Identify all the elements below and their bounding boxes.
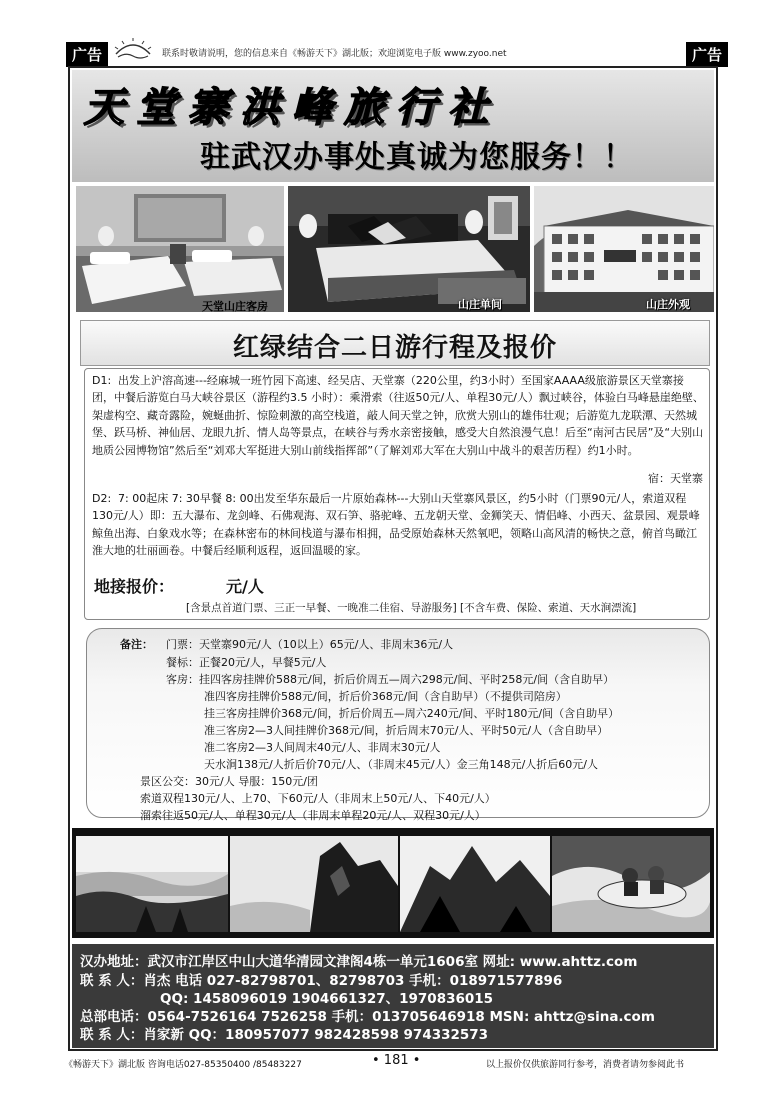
scenery-photo-clouds [76, 836, 228, 932]
photo-caption-exterior: 山庄外观 [646, 298, 690, 311]
contact-hq-phone: 总部电话：0564-7526164 7526258 手机：013705646918 MSN: ahttz@sina.com [80, 1009, 655, 1025]
photo-single-room [288, 186, 530, 312]
day1-stay: 宿：天堂寨 [648, 472, 703, 485]
day2-text: 7: 00起床 7: 30早餐 8: 00出发至华东最后一片原始森林---大别山天堂寨风景区，约5小时（门票90元/人，索道双程130元/人）即：五大瀑布、龙剑峰、石佛观海、双石笋、骆驼峰、五龙朝天堂、金狮笑天、情侣峰、小西天、盆景园、观景峰鲸鱼出海、白象戏水等；在森林密布的林间栈道与瀑布相拥，品受原始森林天然氧吧，领略山高风清的畅快之意，俯首鸟瞰江淮大地的壮丽画卷。中餐后经顺利返程，返回温暖的家。 [92, 492, 700, 558]
local-price-label: 地接报价： [94, 577, 175, 596]
day1-text: 出发上沪溶高速---经麻城一班竹园下高速、经吴店、天堂寨（220公里，约3小时）至国家AAAA级旅游景区天堂寨接团，中餐后游览白马大峡谷景区（游程约3.5 小时）：乘滑索（往返50元/人、单程30元/人）飘过峡谷，体验白马峰悬崖绝壁、架虚构空、藏奇露险，婉蜒曲折、惊险刺激的高空栈道，敲人间天堂之钟，欣赏大别山的雄伟壮观；后游览九龙联潭、天然城堡、跃马桥、神仙居、龙眼九折、情人岛等景点，在峡谷与秀水亲密接触，感受大自然浪漫气息！后至“南河古民居”及“大别山地质公园博物馆”然后至“刘邓大军挺进大别山前线指挥部”（了解刘邓大军在大别山中战斗的艰苦历程）约1小时。 [92, 374, 704, 457]
contact-person-wuhan: 联 系 人：肖杰 电话 027-82798701、82798703 手机：018971577896 [80, 973, 563, 989]
day1-label: D1: [92, 374, 112, 387]
scenery-photo-peaks [400, 836, 550, 932]
scenery-photo-rocks [230, 836, 398, 932]
ad-tag-right: 广告 [686, 42, 728, 67]
notes-label: 备注： [120, 638, 153, 651]
day2-label: D2: [92, 492, 112, 505]
itinerary-day2 [92, 490, 704, 560]
note-cableway: 索道双程130元/人、上70、下60元/人（非周末上50元/人、下40元/人） [140, 792, 496, 805]
contact-person-hq: 联 系 人：肖家新 QQ：180957077 982428598 974332573 [80, 1027, 489, 1043]
slogan: 驻武汉办事处真诚为您服务！！ [200, 140, 634, 175]
photo-exterior [534, 186, 714, 312]
photo-caption-single-room: 山庄单间 [458, 298, 502, 311]
price-includes: [含景点首道门票、三正一早餐、一晚准二佳宿、导游服务] [不含车费、保险、索道、天水涧漂流] [186, 602, 637, 614]
note-tickets: 门票：天堂寨90元/人（10以上）65元/人、非周末36元/人 [166, 638, 454, 651]
note-meals: 餐标：正餐20元/人，早餐5元/人 [166, 656, 327, 669]
itinerary-day1 [92, 372, 704, 459]
note-room-quasi4: 准四客房挂牌价588元/间，折后价368元/间（含自助早）（不提供司陪房） [204, 690, 567, 703]
scenery-photo-rafting [552, 836, 710, 932]
section-title-box [80, 320, 710, 366]
ad-tag-left: 广告 [66, 42, 108, 67]
contact-address: 汉办地址：武汉市江岸区中山大道华清园文津阁4栋一单元1606室 网址: www.ahttz.com [80, 954, 638, 970]
footer-right: 以上报价仅供旅游同行参考，消费者请勿参阅此书 [486, 1060, 685, 1070]
note-room-quasi2: 准二客房2—3人间周末40元/人、非周末30元/人 [204, 741, 441, 754]
photo-guest-room [76, 186, 284, 312]
photo-caption-guest-room: 天堂山庄客房 [202, 300, 268, 313]
section-title: 红绿结合二日游行程及报价 [232, 333, 557, 363]
note-room-3star: 挂三客房挂牌价368元/间，折后价周五—周六240元/间、平时180元/间（含自助早） [204, 707, 620, 720]
note-bus-guide: 景区公交：30元/人 导服：150元/团 [140, 775, 318, 788]
note-room-quasi3: 准三客房2—3人间挂牌价368元/间，折后周末70元/人、平时50元/人（含自助早） [204, 724, 609, 737]
note-rafting: 天水涧138元/人折后价70元/人、（非周末45元/人）金三角148元/人折后60元/人 [204, 758, 599, 771]
local-price-value: 元/人 [226, 577, 264, 596]
header-notice: 联系时敬请说明，您的信息来自《畅游天下》湖北版；欢迎浏览电子版 www.zyoo.net [162, 49, 507, 59]
note-rooms: 客房：挂四客房挂牌价588元/间，折后价周五—周六298元/间、平时258元/间（含自助早） [166, 673, 615, 686]
note-zipline: 溜索往返50元/人、单程30元/人（非周末单程20元/人、双程30元/人） [140, 809, 486, 822]
contact-qq-wuhan: QQ: 1458096019 1904661327、1970836015 [160, 991, 494, 1007]
page-number: • 181 • [372, 1053, 421, 1068]
magazine-logo-icon [112, 38, 154, 60]
footer-left: 《畅游天下》湖北版 咨询电话027-85350400 /85483227 [64, 1060, 302, 1070]
agency-name: 天堂寨洪峰旅行社 [84, 84, 500, 131]
